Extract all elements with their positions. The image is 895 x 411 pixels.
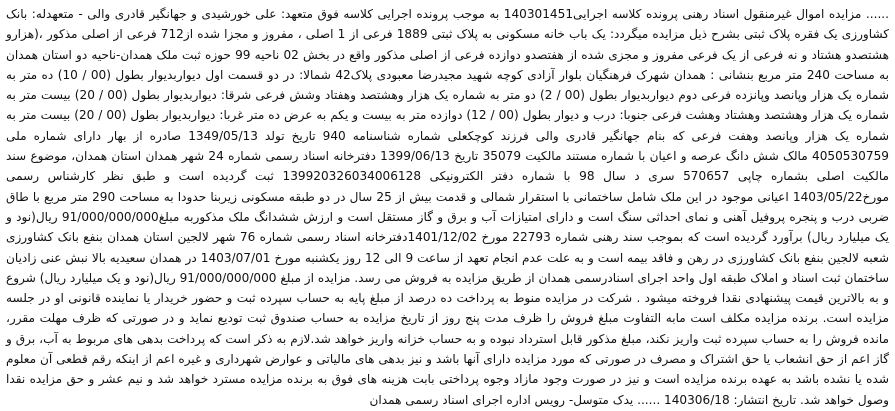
notice-body-text: ...... مزایده اموال غیرمنقول اسناد رهنی پرونده کلاسه اجرایی140301451 به موجب پرونده اجرایی کلاسه فوق متعهد: علی خورشیدی و جهانگیر قادری والی - متعهدله: بانک کشاورزی یک فقره پلاک ثبتی بشرح ذیل مزایده میگردد: یک باب خانه مسکونی به پلاک ثبتی 1889 فرعی از 1 اصلی ، مفروز و مجزا شده از712 فرعی از اصلی مذکور ،(هزارو هشتصدو هشتاد و نه فرعی از یک فرعی مفروز و مجزی شده از هفتصدو دوازده فرعی از اصلی مذکور واقع در بخش 02 ناحیه 99 حوزه ثبت ملک همدان-ناحیه دو استان همدان به مساحت 240 متر مربع بنشانی : همدان شهرک فرهنگیان بلوار آزادی کوچه شهید مجیدرضا معبودی پلاک42 شمالا: در دو قسمت اول دیواربدیوار بطول (00 / 10) ده متر به شماره یک هزار وپانصد وپانزده فرعی دوم دیواربدیوار بطول (00 / 2) دو متر به شماره یک هزار وهشتصد وهفتاد وشش فرعی شرقا: دیواربدیوار بطول (00 / 20) بیست متر به شماره یک هزار وهشتصد وهشتاد وهشت فرعی جنوبا: درب و دیوار بطول (00 / 12) دوازده متر به بیست و یکم به عرض ده متر غربا: دیواربدیوار بطول (00 / 20) بیست متر به شماره یک هزار وپانصد وهفت فرعی که بنام جهانگیر قادری والی فرزند کوچکعلی شماره شناسنامه 940 تاریخ تولد 1349/05/13 صادره از بهار دارای شماره ملی 4050530759 مالک شش دانگ عرصه و اعیان با شماره مستند مالکیت 35079 تاریخ 1399/06/13 دفترخانه اسناد رسمی شماره 24 شهر همدان استان همدان، موضوع سند مالکیت اصلی بشماره چاپی 570657 سری د سال 98 با شماره دفتر الکترونیکی 139920326034006128 ثبت گردیده است و طبق نظر کارشناس رسمی مورخ1403/05/22 اعیانی موجود در این ملک شامل ساختمانی با استقرار شمالی و قدمت بیش از 25 سال در دو طبقه مسکونی زیربنا حدودا به مساحت 290 متر مربع با طاق ضربی درب و پنجره پروفیل آهنی و نمای احداثی سنگ است و دارای امتیازات آب و برق و گاز مستقل است و ارزش ششدانگ ملک مذکوربه مبلغ91/000/000/000 ریال(نود و یک میلیارد ریال) برآورد گردیده است که بموجب سند رهنی شماره 22793 مورخ 1401/12/02دفترخانه اسناد رسمی شماره 76 شهر لالجین استان همدان بنفع بانک کشاورزی شعبه لالجین بنفع بانک کشاورزی در رهن و فاقد بیمه است و به علت عدم انجام تعهد از ساعت 9 الی 12 روز یکشنبه مورخ 1403/07/01 در همدان سعیدیه بالا نبش عنی زادیان ساختمان ثبت اسناد و املاک طبقه اول واحد اجرای اسنادرسمی همدان از طریق مزایده به فروش می رسد. مزایده از مبلغ 91/000/000/000 ریال(نود و یک میلیارد ریال) شروع و به بالاترین قیمت پیشنهادی نقدا فروخته میشود . شرکت در مزایده منوط به پرداخت ده درصد از مبلغ پایه به حساب سپرده ثبت و حضور خریدار یا نماینده قانونی او در جلسه مزایده است. برنده مزایده مکلف است مابه التفاوت مبلغ فروش را ظرف مدت پنج روز از تاریخ مزایده به حساب صندوق ثبت تودیع نماید و در صورتی که ظرف مهلت مقرر، مانده فروش را به حساب سپرده ثبت واریز نکند، مبلغ مذکور قابل استرداد نبوده و به حساب خزانه واریز خواهد شد.لازم به ذکر است که پرداخت بدهی های مربوط به آب، برق و گاز اعم از حق انشعاب یا حق اشتراک و مصرف در صورتی که مورد مزایده دارای آنها باشد و نیز بدهی های مالیاتی و عوارض شهرداری و غیره اعم از اینکه رقم قطعی آن معلوم شده یا نشده باشد به عهده برنده مزایده است و نیز در صورت وجود مازاد وجوه پرداختی بابت هزینه های فوق به برنده مزایده مسترد خواهد شد و نیم عشر و حق مزایده نقدا وصول خواهد شد. تاریخ انتشار: 140306/18 ...... یدک متوسل- رویس اداره اجرای اسناد رسمی همدان xyxy=(6,7,890,407)
